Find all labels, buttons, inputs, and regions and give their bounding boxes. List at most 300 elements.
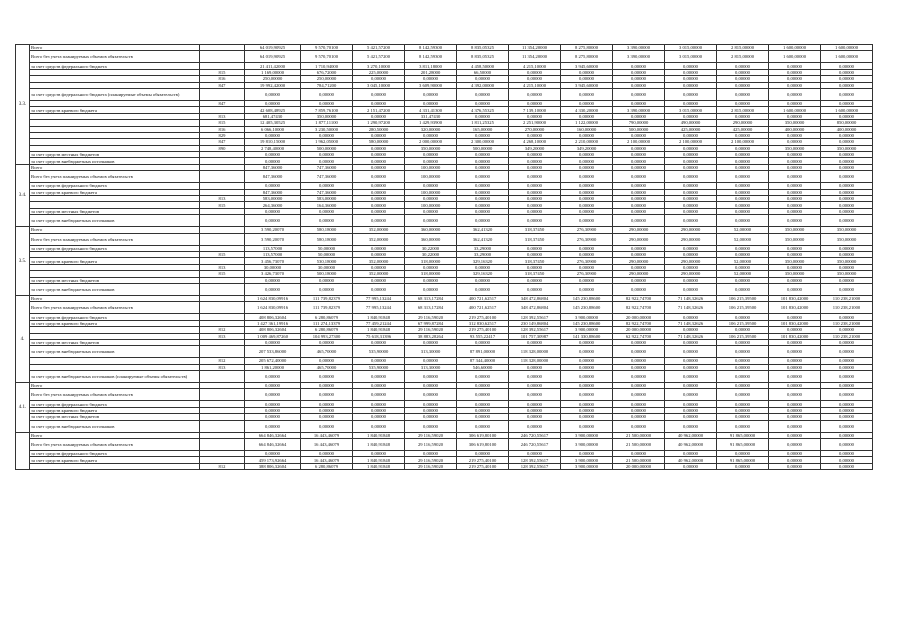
- year-value-cell: 0,00000: [509, 152, 561, 158]
- year-value-cell: 101 830,42000: [769, 295, 821, 301]
- year-value-cell: 0,00000: [717, 401, 769, 407]
- budget-code-cell: 815: [200, 69, 245, 75]
- year-value-cell: 0,00000: [561, 364, 613, 370]
- year-value-cell: 0,00000: [821, 189, 873, 195]
- section-number-cell: 3.4.: [16, 164, 30, 226]
- year-value-cell: 0,00000: [613, 283, 665, 295]
- year-value-cell: 1 840,91848: [353, 457, 405, 463]
- year-value-cell: 0,00000: [353, 76, 405, 82]
- year-value-cell: 0,00000: [821, 401, 873, 407]
- year-value-cell: 20 000,00000: [613, 327, 665, 333]
- table-row: [16, 420, 873, 432]
- year-value-cell: 52,00000: [717, 227, 769, 233]
- year-value-cell: 0,00000: [561, 339, 613, 345]
- year-value-cell: 0,00000: [353, 251, 405, 257]
- year-value-cell: 747,36000: [301, 189, 353, 195]
- year-value-cell: 0,00000: [509, 100, 561, 106]
- total-value-cell: 0,00000: [245, 283, 301, 295]
- year-value-cell: 0,00000: [769, 339, 821, 345]
- year-value-cell: 0,00000: [509, 215, 561, 227]
- year-value-cell: 4 331,41300: [405, 107, 457, 113]
- year-value-cell: 219 275,40100: [457, 457, 509, 463]
- year-value-cell: 0,00000: [509, 451, 561, 457]
- year-value-cell: 350,00000: [769, 258, 821, 264]
- year-value-cell: 0,00000: [613, 358, 665, 364]
- row-label-cell: за счет средств местных бюджетов: [30, 208, 200, 214]
- year-value-cell: 0,00000: [457, 215, 509, 227]
- year-value-cell: 8 142,59300: [405, 45, 457, 51]
- budget-code-cell: 813: [200, 264, 245, 270]
- row-label-cell: за счет средств краевого бюджета: [30, 320, 200, 326]
- year-value-cell: 0,00000: [613, 371, 665, 383]
- year-value-cell: 0,00000: [769, 314, 821, 320]
- year-value-cell: 318,37450: [509, 258, 561, 264]
- year-value-cell: 67 999,87284: [405, 320, 457, 326]
- year-value-cell: 0,00000: [301, 158, 353, 164]
- year-value-cell: 0,00000: [821, 158, 873, 164]
- year-value-cell: 0,00000: [353, 339, 405, 345]
- year-value-cell: 3 045,10000: [353, 82, 405, 88]
- year-value-cell: 100,00000: [405, 171, 457, 183]
- year-value-cell: 0,00000: [769, 389, 821, 401]
- year-value-cell: 0,00000: [353, 371, 405, 383]
- year-value-cell: 8 275,80000: [561, 45, 613, 51]
- year-value-cell: 0,00000: [821, 463, 873, 469]
- year-value-cell: 0,00000: [405, 383, 457, 389]
- year-value-cell: 0,00000: [769, 208, 821, 214]
- year-value-cell: 0,00000: [561, 183, 613, 189]
- year-value-cell: 0,00000: [457, 158, 509, 164]
- year-value-cell: 3 015,00000: [665, 107, 717, 113]
- total-value-cell: 847,36000: [245, 164, 301, 170]
- year-value-cell: 0,00000: [301, 277, 353, 283]
- year-value-cell: 0,00000: [613, 113, 665, 119]
- year-value-cell: 500,18000: [301, 271, 353, 277]
- table-row: [16, 51, 873, 63]
- year-value-cell: 8 835,05325: [457, 51, 509, 63]
- total-value-cell: 0,00000: [245, 383, 301, 389]
- row-label-cell: Всего: [30, 45, 200, 51]
- year-value-cell: 0,00000: [457, 171, 509, 183]
- year-value-cell: 0,00000: [717, 76, 769, 82]
- year-value-cell: 0,00000: [613, 100, 665, 106]
- year-value-cell: 0,00000: [353, 389, 405, 401]
- year-value-cell: 0,00000: [613, 152, 665, 158]
- year-value-cell: 0,00000: [717, 158, 769, 164]
- year-value-cell: 0,00000: [405, 208, 457, 214]
- year-value-cell: 0,00000: [769, 183, 821, 189]
- year-value-cell: 352,00000: [353, 258, 405, 264]
- total-value-cell: 1 169,00000: [245, 69, 301, 75]
- year-value-cell: 331,47430: [405, 113, 457, 119]
- year-value-cell: 106 215,39500: [717, 333, 769, 339]
- year-value-cell: 0,00000: [665, 420, 717, 432]
- year-value-cell: 1 600,00000: [821, 51, 873, 63]
- year-value-cell: 0,00000: [613, 76, 665, 82]
- year-value-cell: 350,00000: [821, 271, 873, 277]
- budget-code-cell: 812: [200, 463, 245, 469]
- budget-code-cell: [200, 302, 245, 314]
- year-value-cell: 0,00000: [457, 389, 509, 401]
- year-value-cell: 465,70000: [301, 364, 353, 370]
- year-value-cell: 0,00000: [769, 100, 821, 106]
- year-value-cell: 0,00000: [665, 407, 717, 413]
- total-value-cell: 1 427 361,19916: [245, 320, 301, 326]
- year-value-cell: 0,00000: [769, 277, 821, 283]
- year-value-cell: 0,00000: [613, 145, 665, 151]
- year-value-cell: 3 945,60000: [561, 63, 613, 69]
- year-value-cell: 0,00000: [561, 407, 613, 413]
- year-value-cell: 0,00000: [405, 407, 457, 413]
- total-value-cell: 3 456,73070: [245, 258, 301, 264]
- total-value-cell: 0,00000: [245, 215, 301, 227]
- year-value-cell: 0,00000: [665, 152, 717, 158]
- year-value-cell: 0,00000: [769, 451, 821, 457]
- table-row: [16, 283, 873, 295]
- budget-table: [15, 44, 873, 470]
- year-value-cell: 0,00000: [509, 389, 561, 401]
- year-value-cell: 106 215,39500: [717, 320, 769, 326]
- total-value-cell: 42 608,48925: [245, 107, 301, 113]
- year-value-cell: 0,00000: [613, 346, 665, 358]
- year-value-cell: 0,00000: [405, 196, 457, 202]
- table-row: [16, 371, 873, 383]
- year-value-cell: 52,00000: [717, 233, 769, 245]
- year-value-cell: 0,00000: [717, 152, 769, 158]
- year-value-cell: 0,00000: [665, 245, 717, 251]
- year-value-cell: 0,00000: [457, 113, 509, 119]
- year-value-cell: 318,00000: [405, 258, 457, 264]
- budget-code-cell: [200, 371, 245, 383]
- year-value-cell: 0,00000: [457, 407, 509, 413]
- year-value-cell: 0,00000: [561, 264, 613, 270]
- total-value-cell: 664 846,32664: [245, 432, 301, 438]
- year-value-cell: 128 392,55617: [509, 457, 561, 463]
- year-value-cell: 0,00000: [457, 183, 509, 189]
- year-value-cell: 0,00000: [717, 463, 769, 469]
- year-value-cell: 0,00000: [821, 457, 873, 463]
- row-label-cell: Всего без учета планируемых объемов обязательств: [30, 51, 200, 63]
- year-value-cell: 0,00000: [717, 420, 769, 432]
- year-value-cell: 1 962,05000: [301, 139, 353, 145]
- budget-code-cell: 813: [200, 113, 245, 119]
- total-value-cell: 0,00000: [245, 277, 301, 283]
- year-value-cell: 0,00000: [717, 215, 769, 227]
- year-value-cell: 0,00000: [821, 63, 873, 69]
- year-value-cell: 1 290,97200: [353, 120, 405, 126]
- year-value-cell: 0,00000: [717, 88, 769, 100]
- year-value-cell: 0,00000: [821, 451, 873, 457]
- year-value-cell: 0,00000: [769, 407, 821, 413]
- year-value-cell: 0,00000: [769, 264, 821, 270]
- year-value-cell: 2 210,00000: [561, 139, 613, 145]
- year-value-cell: 0,00000: [509, 401, 561, 407]
- year-value-cell: 21 500,00000: [613, 432, 665, 438]
- row-label-cell: за счет средств краевого бюджета: [30, 258, 200, 264]
- year-value-cell: 82 922,74700: [613, 302, 665, 314]
- total-value-cell: 12 405,30525: [245, 120, 301, 126]
- year-value-cell: 0,00000: [301, 414, 353, 420]
- total-value-cell: 6 066,10000: [245, 126, 301, 132]
- year-value-cell: 0,00000: [717, 314, 769, 320]
- year-value-cell: 16 443,46079: [301, 432, 353, 438]
- year-value-cell: 100,00000: [405, 202, 457, 208]
- year-value-cell: 352,00000: [353, 233, 405, 245]
- year-value-cell: 0,00000: [665, 171, 717, 183]
- year-value-cell: 348 472,86804: [509, 295, 561, 301]
- year-value-cell: 0,00000: [769, 371, 821, 383]
- year-value-cell: 0,00000: [561, 158, 613, 164]
- year-value-cell: 21 500,00000: [613, 457, 665, 463]
- year-value-cell: 0,00000: [769, 196, 821, 202]
- year-value-cell: 0,00000: [665, 132, 717, 138]
- year-value-cell: 106 215,39500: [717, 295, 769, 301]
- total-value-cell: 3 590,20070: [245, 227, 301, 233]
- year-value-cell: 111 739,82379: [301, 295, 353, 301]
- year-value-cell: 0,00000: [613, 389, 665, 401]
- year-value-cell: 2 000,00000: [405, 139, 457, 145]
- budget-code-cell: 813: [200, 333, 245, 339]
- budget-code-cell: [200, 233, 245, 245]
- year-value-cell: 0,00000: [769, 245, 821, 251]
- year-value-cell: 1 600,00000: [769, 107, 821, 113]
- row-label-cell: за счет средств федерального бюджета: [30, 63, 200, 69]
- year-value-cell: 29 116,59020: [405, 457, 457, 463]
- year-value-cell: 0,00000: [665, 183, 717, 189]
- table-row: [16, 463, 873, 469]
- year-value-cell: 0,00000: [301, 407, 353, 413]
- year-value-cell: 0,00000: [821, 215, 873, 227]
- year-value-cell: 0,00000: [613, 189, 665, 195]
- year-value-cell: 530,18000: [301, 258, 353, 264]
- year-value-cell: 4 268,10000: [509, 139, 561, 145]
- year-value-cell: 0,00000: [613, 277, 665, 283]
- year-value-cell: 77 995,13244: [353, 302, 405, 314]
- year-value-cell: 0,00000: [405, 264, 457, 270]
- year-value-cell: 2 300,00000: [457, 139, 509, 145]
- row-label-cell: за счет средств внебюджетных источников: [30, 158, 200, 164]
- year-value-cell: 0,00000: [769, 346, 821, 358]
- row-label-cell: Всего: [30, 227, 200, 233]
- total-value-cell: 113,57000: [245, 251, 301, 257]
- year-value-cell: 3 015,00000: [665, 45, 717, 51]
- total-value-cell: 64 019,90925: [245, 51, 301, 63]
- table-row: [16, 346, 873, 358]
- year-value-cell: 0,00000: [665, 264, 717, 270]
- year-value-cell: 3 811,18000: [405, 63, 457, 69]
- year-value-cell: 0,00000: [769, 432, 821, 438]
- year-value-cell: 350,00000: [821, 233, 873, 245]
- year-value-cell: 0,00000: [613, 171, 665, 183]
- year-value-cell: 0,00000: [301, 208, 353, 214]
- year-value-cell: 0,00000: [769, 139, 821, 145]
- year-value-cell: 0,00000: [405, 451, 457, 457]
- year-value-cell: 66,50000: [457, 69, 509, 75]
- year-value-cell: 8 142,59300: [405, 51, 457, 63]
- year-value-cell: 128 392,55617: [509, 327, 561, 333]
- year-value-cell: 2 815,00000: [717, 51, 769, 63]
- year-value-cell: 0,00000: [561, 208, 613, 214]
- year-value-cell: 0,00000: [717, 277, 769, 283]
- year-value-cell: 1 122,00000: [561, 120, 613, 126]
- year-value-cell: 0,00000: [769, 420, 821, 432]
- year-value-cell: 110 238,21000: [821, 295, 873, 301]
- year-value-cell: 0,00000: [457, 208, 509, 214]
- year-value-cell: 11 354,20000: [509, 45, 561, 51]
- year-value-cell: 318,37450: [509, 227, 561, 233]
- year-value-cell: 0,00000: [509, 420, 561, 432]
- year-value-cell: 52,00000: [717, 258, 769, 264]
- year-value-cell: 0,00000: [821, 245, 873, 251]
- year-value-cell: 276,30900: [561, 258, 613, 264]
- year-value-cell: 9 570,70100: [301, 51, 353, 63]
- year-value-cell: 1 840,91848: [353, 439, 405, 451]
- year-value-cell: 0,00000: [665, 277, 717, 283]
- year-value-cell: 0,00000: [665, 88, 717, 100]
- year-value-cell: 1 600,00000: [769, 51, 821, 63]
- row-label-cell: за счет средств федерального бюджета: [30, 183, 200, 189]
- year-value-cell: 400,00000: [769, 126, 821, 132]
- year-value-cell: 425,00000: [717, 126, 769, 132]
- year-value-cell: 0,00000: [353, 132, 405, 138]
- total-value-cell: 3 590,20070: [245, 233, 301, 245]
- year-value-cell: 490,00000: [665, 120, 717, 126]
- year-value-cell: 500,00000: [457, 145, 509, 151]
- row-label-cell: Всего без учета планируемых объемов обязательств: [30, 439, 200, 451]
- year-value-cell: 0,00000: [457, 152, 509, 158]
- year-value-cell: 0,00000: [665, 327, 717, 333]
- year-value-cell: 0,00000: [665, 401, 717, 407]
- year-value-cell: 0,00000: [561, 132, 613, 138]
- year-value-cell: 0,00000: [353, 414, 405, 420]
- year-value-cell: 580,00000: [353, 139, 405, 145]
- year-value-cell: 0,00000: [769, 158, 821, 164]
- row-label-cell: за счет средств внебюджетных источников (планируемые объемы обязательств): [30, 371, 200, 383]
- year-value-cell: 2 815,00000: [717, 107, 769, 113]
- total-value-cell: 0,00000: [245, 183, 301, 189]
- total-value-cell: 664 846,32664: [245, 439, 301, 451]
- year-value-cell: 100,00000: [405, 189, 457, 195]
- year-value-cell: 1 710,94000: [301, 63, 353, 69]
- year-value-cell: 0,00000: [769, 82, 821, 88]
- total-value-cell: 1 861,20000: [245, 364, 301, 370]
- year-value-cell: 0,00000: [665, 208, 717, 214]
- budget-code-cell: 815: [200, 202, 245, 208]
- year-value-cell: 16 443,46079: [301, 439, 353, 451]
- total-value-cell: 3 426,73070: [245, 271, 301, 277]
- total-value-cell: 0,00000: [245, 451, 301, 457]
- year-value-cell: 0,00000: [717, 69, 769, 75]
- year-value-cell: 4 215,10000: [509, 63, 561, 69]
- year-value-cell: 280,50000: [353, 126, 405, 132]
- year-value-cell: 0,00000: [561, 346, 613, 358]
- year-value-cell: 0,00000: [665, 164, 717, 170]
- year-value-cell: 350,00000: [769, 120, 821, 126]
- year-value-cell: 62 922,74700: [613, 333, 665, 339]
- year-value-cell: 0,00000: [769, 202, 821, 208]
- total-value-cell: 0,00000: [245, 208, 301, 214]
- year-value-cell: 0,00000: [665, 389, 717, 401]
- total-value-cell: 847,36000: [245, 171, 301, 183]
- year-value-cell: 0,00000: [301, 339, 353, 345]
- year-value-cell: 0,00000: [717, 358, 769, 364]
- year-value-cell: 348 472,86804: [509, 302, 561, 314]
- budget-code-cell: 847: [200, 100, 245, 106]
- year-value-cell: 141 330,88600: [561, 333, 613, 339]
- year-value-cell: 0,00000: [821, 88, 873, 100]
- year-value-cell: 0,00000: [457, 189, 509, 195]
- year-value-cell: 0,00000: [353, 100, 405, 106]
- year-value-cell: 29 116,59020: [405, 314, 457, 320]
- year-value-cell: 0,00000: [717, 371, 769, 383]
- year-value-cell: 0,00000: [665, 202, 717, 208]
- year-value-cell: 535,90000: [353, 364, 405, 370]
- year-value-cell: 71 148,32626: [665, 302, 717, 314]
- year-value-cell: 0,00000: [353, 88, 405, 100]
- year-value-cell: 0,00000: [405, 358, 457, 364]
- year-value-cell: 0,00000: [665, 283, 717, 295]
- year-value-cell: 0,00000: [613, 401, 665, 407]
- year-value-cell: 0,00000: [665, 189, 717, 195]
- row-label-cell: Всего: [30, 295, 200, 301]
- year-value-cell: 0,00000: [665, 251, 717, 257]
- year-value-cell: 0,00000: [821, 283, 873, 295]
- year-value-cell: 164,36000: [301, 202, 353, 208]
- year-value-cell: 0,00000: [457, 132, 509, 138]
- year-value-cell: 0,00000: [717, 189, 769, 195]
- year-value-cell: 111 274,13379: [301, 320, 353, 326]
- year-value-cell: 318,37450: [509, 233, 561, 245]
- year-value-cell: 0,00000: [405, 371, 457, 383]
- budget-code-cell: [200, 389, 245, 401]
- year-value-cell: 290,00000: [665, 271, 717, 277]
- year-value-cell: 0,00000: [353, 245, 405, 251]
- total-value-cell: 847,36000: [245, 189, 301, 195]
- year-value-cell: 0,00000: [353, 208, 405, 214]
- year-value-cell: 0,00000: [821, 132, 873, 138]
- row-label-cell: за счет средств внебюджетных источников: [30, 420, 200, 432]
- year-value-cell: 352,00000: [353, 227, 405, 233]
- year-value-cell: 276,30900: [561, 271, 613, 277]
- year-value-cell: 0,00000: [717, 451, 769, 457]
- total-value-cell: 0,00000: [245, 152, 301, 158]
- year-value-cell: 75 618,31396: [353, 333, 405, 339]
- budget-code-cell: [200, 171, 245, 183]
- year-value-cell: 676,72000: [301, 69, 353, 75]
- year-value-cell: 0,00000: [561, 358, 613, 364]
- year-value-cell: 0,00000: [405, 152, 457, 158]
- year-value-cell: 290,00000: [613, 258, 665, 264]
- year-value-cell: 0,00000: [613, 202, 665, 208]
- year-value-cell: 0,00000: [821, 383, 873, 389]
- budget-code-cell: [200, 439, 245, 451]
- year-value-cell: 3 390,00000: [613, 45, 665, 51]
- row-label-cell: Всего без учета планируемых объемов обязательств: [30, 389, 200, 401]
- year-value-cell: 0,00000: [301, 389, 353, 401]
- year-value-cell: 230 149,86804: [509, 320, 561, 326]
- year-value-cell: 0,00000: [821, 264, 873, 270]
- year-value-cell: 0,00000: [405, 414, 457, 420]
- budget-code-cell: [200, 215, 245, 227]
- year-value-cell: 4 458,50000: [457, 63, 509, 69]
- year-value-cell: 0,00000: [561, 76, 613, 82]
- row-label-cell: Всего: [30, 432, 200, 438]
- year-value-cell: 350,00000: [769, 227, 821, 233]
- year-value-cell: 0,00000: [561, 189, 613, 195]
- year-value-cell: 0,00000: [613, 164, 665, 170]
- year-value-cell: 4 376,55325: [457, 107, 509, 113]
- year-value-cell: 20 000,00000: [613, 463, 665, 469]
